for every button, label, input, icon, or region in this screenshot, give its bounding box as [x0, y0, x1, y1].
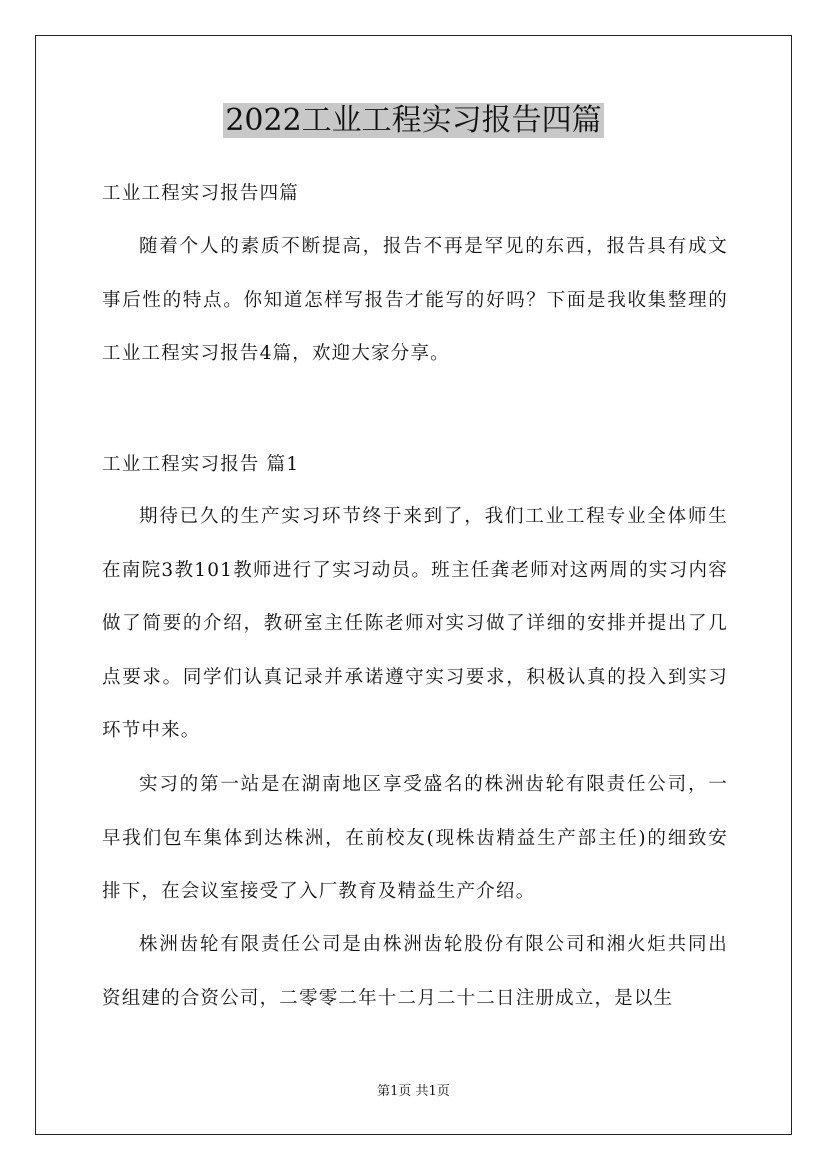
section-paragraph-1: 期待已久的生产实习环节终于来到了，我们工业工程专业全体师生在南院3教101教师进行了实习动员。班主任龚老师对这两周的实习内容做了简要的介绍，教研室主任陈老师对实习做了详细的安排并提出了几点要求。同学们认真记录并承诺遵守实习要求，积极认真的投入到实习环节中来。	[102, 506, 728, 741]
document-subtitle: 工业工程实习报告四篇	[102, 183, 300, 204]
section-paragraph-2: 实习的第一站是在湖南地区享受盛名的株洲齿轮有限责任公司，一早我们包车集体到达株洲，在前校友(现株齿精益生产部主任)的细致安排下，在会议室接受了入厂教育及精益生产介绍。	[102, 774, 728, 902]
section-paragraph-3: 株洲齿轮有限责任公司是由株洲齿轮股份有限公司和湘火炬共同出资组建的合资公司，二零零二年十二月二十二日注册成立，是以生	[102, 934, 728, 1009]
page-footer: 第1页 共1页	[377, 1084, 450, 1099]
intro-paragraph: 随着个人的素质不断提高，报告不再是罕见的东西，报告具有成文事后性的特点。你知道怎样写报告才能写的好吗？下面是我收集整理的工业工程实习报告4篇，欢迎大家分享。	[102, 236, 728, 364]
section-heading: 工业工程实习报告 篇1	[102, 454, 300, 475]
document-title-wrapper	[0, 101, 827, 141]
document-title: 2022工业工程实习报告四篇	[225, 103, 602, 138]
